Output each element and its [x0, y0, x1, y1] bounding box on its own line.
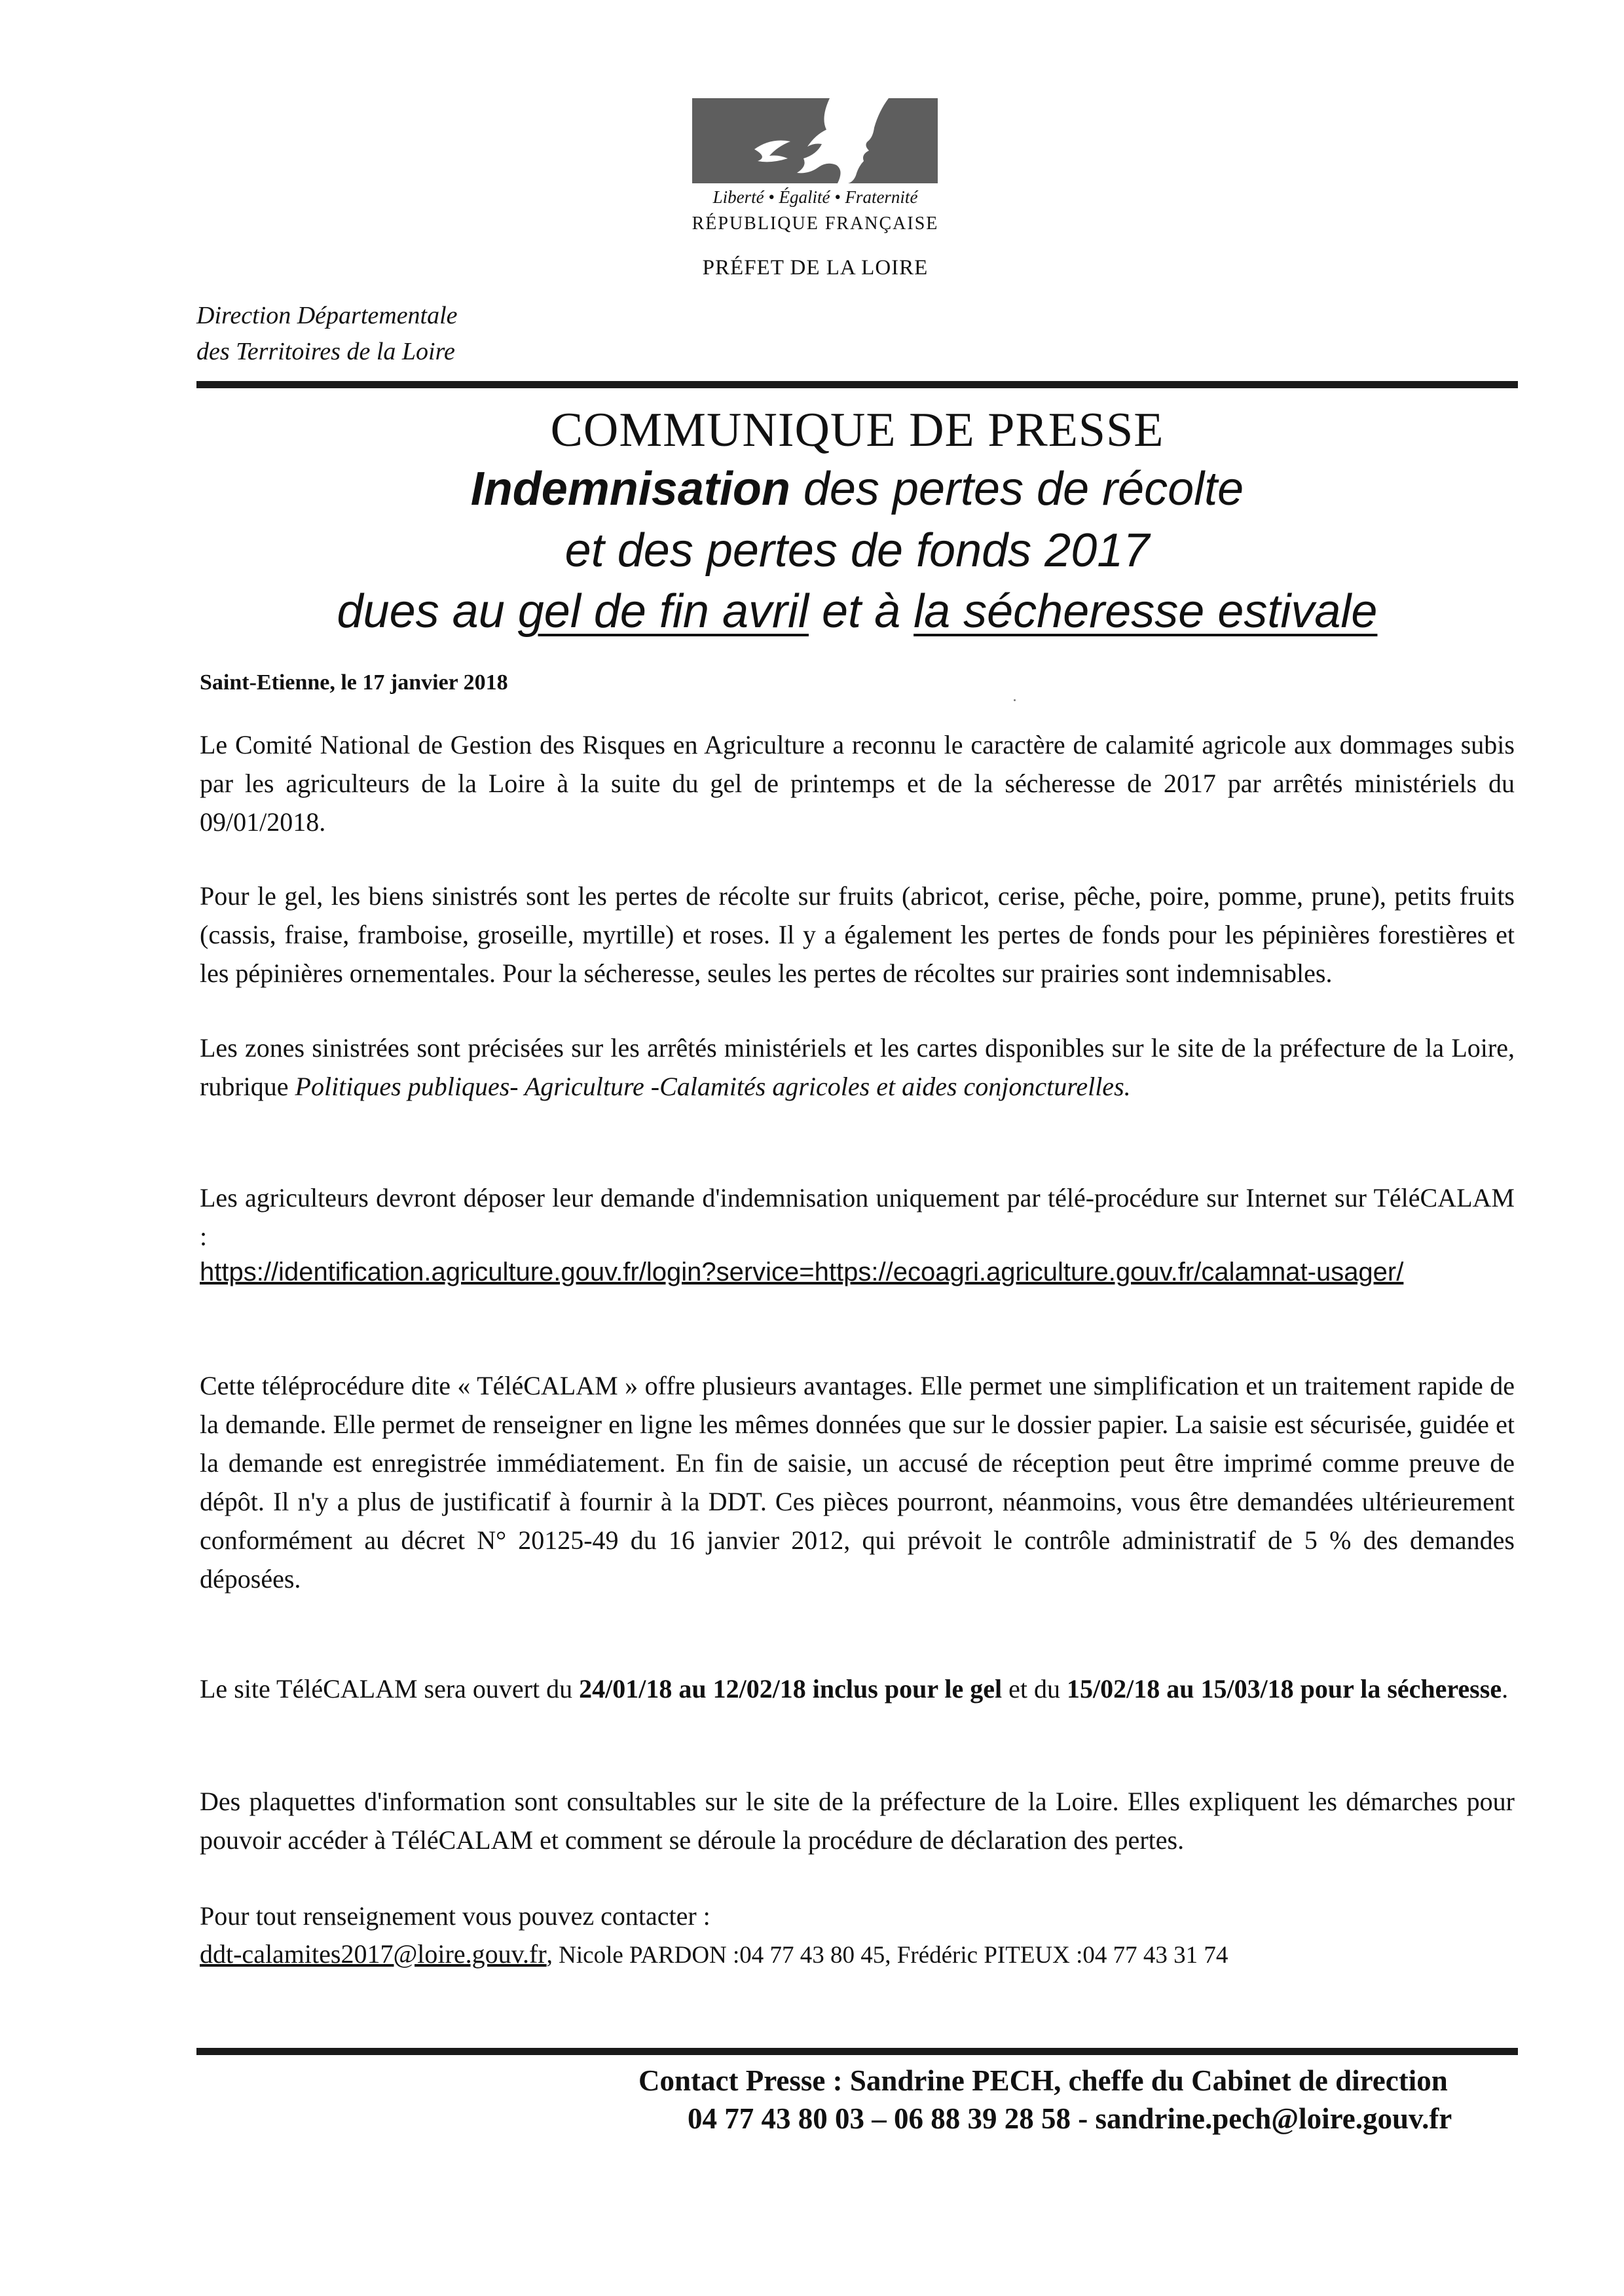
- contact-phones: , Nicole PARDON :04 77 43 80 45, Frédéric PITEUX :04 77 43 31 74: [546, 1942, 1228, 1969]
- opening-text-a: Le site TéléCALAM sera ouvert du: [200, 1674, 580, 1704]
- secheresse-dates: 15/02/18 au 15/03/18 pour la sécheresse: [1066, 1674, 1502, 1704]
- headline-line-2: et des pertes de fonds 2017: [564, 524, 1150, 577]
- marianne-logo: [692, 98, 938, 183]
- direction-line-2: des Territoires de la Loire: [196, 338, 455, 365]
- opening-text-d: .: [1502, 1674, 1509, 1704]
- opening-text-c: et du: [1002, 1674, 1067, 1704]
- header-divider: [196, 381, 1518, 388]
- headline-secheresse: la sécheresse estivale: [913, 585, 1378, 638]
- headline-keyword: Indemnisation: [470, 463, 790, 515]
- press-contact-phones: 04 77 43 80 03 – 06 88 39 28 58 - sandrine.pech@loire.gouv.fr: [688, 2102, 1452, 2135]
- marianne-profile-icon: [692, 98, 938, 183]
- gel-dates: 24/01/18 au 12/02/18 inclus pour le gel: [579, 1674, 1003, 1704]
- republic-motto: Liberté • Égalité • Fraternité: [712, 187, 918, 207]
- paragraph-contact-intro: Pour tout renseignement vous pouvez contacter :: [200, 1901, 710, 1931]
- scan-speck: [1014, 699, 1016, 701]
- headline-line-3-b: et à: [808, 585, 914, 638]
- prefet-label: PRÉFET DE LA LOIRE: [702, 256, 929, 280]
- headline-gel: gel de fin avril: [517, 585, 809, 638]
- republic-name: RÉPUBLIQUE FRANÇAISE: [692, 213, 939, 234]
- contact-email-link[interactable]: ddt-calamites2017@loire.gouv.fr: [200, 1939, 547, 1969]
- paragraph-advantages: Cette téléprocédure dite « TéléCALAM » offre plusieurs avantages. Elle permet une simplification et un traitement rapide de la demande. Elle permet de renseigner en ligne les mêmes données que sur le dossier papier. La saisie est sécurisée, guidée et la demande est enregistrée immédiatement. En fin de saisie, un accusé de réception peut être imprimé comme preuve de dépôt. Il n'y a plus de justificatif à fournir à la DDT. Ces pièces pourront, néanmoins, vous être demandées ultérieurement conformément au décret N° 20125-49 du 16 janvier 2012, qui prévoit le contrôle administratif de 5 % des demandes déposées.: [200, 1371, 1515, 1594]
- headline-line-3-a: dues au: [337, 585, 518, 638]
- paragraph-brochures: Des plaquettes d'information sont consultables sur le site de la préfecture de la Loire. Elles expliquent les démarches pour pouvoir accéder à TéléCALAM et comment se déroule la procédure de déclaration des pertes.: [200, 1787, 1515, 1855]
- contact-details: [200, 1935, 1228, 1975]
- direction-line-1: Direction Départementale: [196, 302, 458, 329]
- paragraph-zones: [200, 1029, 1515, 1106]
- paragraph-recognition: Le Comité National de Gestion des Risques en Agriculture a reconnu le caractère de calamité agricole aux dommages subis par les agriculteurs de la Loire à la suite du gel de printemps et de la sécheresse de 2017 par arrêtés ministériels du 09/01/2018.: [200, 730, 1515, 837]
- paragraph-damages: Pour le gel, les biens sinistrés sont les pertes de récolte sur fruits (abricot, cerise, pêche, poire, pomme, prune), petits fruits (cassis, fraise, framboise, groseille, myrtille) et roses. Il y a également les pertes de fonds pour les pépinières forestières et les pépinières ornementales. Pour la sécheresse, seules les pertes de récoltes sur prairies sont indemnisables.: [200, 881, 1515, 988]
- footer-divider: [196, 2048, 1518, 2055]
- paragraph-zones-text: Les zones sinistrées sont précisées sur les arrêtés ministériels et les cartes disponibles sur le site de la préfecture de la Loire, rubrique: [200, 1033, 1515, 1101]
- dateline: Saint-Etienne, le 17 janvier 2018: [200, 670, 508, 695]
- press-contact-name: Contact Presse : Sandrine PECH, cheffe du Cabinet de direction: [638, 2064, 1448, 2097]
- headline-line-3: [196, 585, 1518, 638]
- paragraph-opening-dates: [200, 1669, 1515, 1708]
- headline-line-1-text: des pertes de récolte: [790, 463, 1244, 515]
- telecalam-link[interactable]: https://identification.agriculture.gouv.fr/login?service=https://ecoagri.agriculture.gouv.fr/calamnat-usager/: [200, 1258, 1404, 1286]
- prefecture-rubric: Politiques publiques- Agriculture -Calamités agricoles et aides conjoncturelles.: [295, 1072, 1131, 1101]
- paragraph-telecalam-intro: Les agriculteurs devront déposer leur demande d'indemnisation uniquement par télé-procédure sur Internet sur TéléCALAM :: [200, 1183, 1515, 1251]
- headline-line-1: [196, 462, 1518, 516]
- press-release-title: COMMUNIQUE DE PRESSE: [550, 403, 1164, 457]
